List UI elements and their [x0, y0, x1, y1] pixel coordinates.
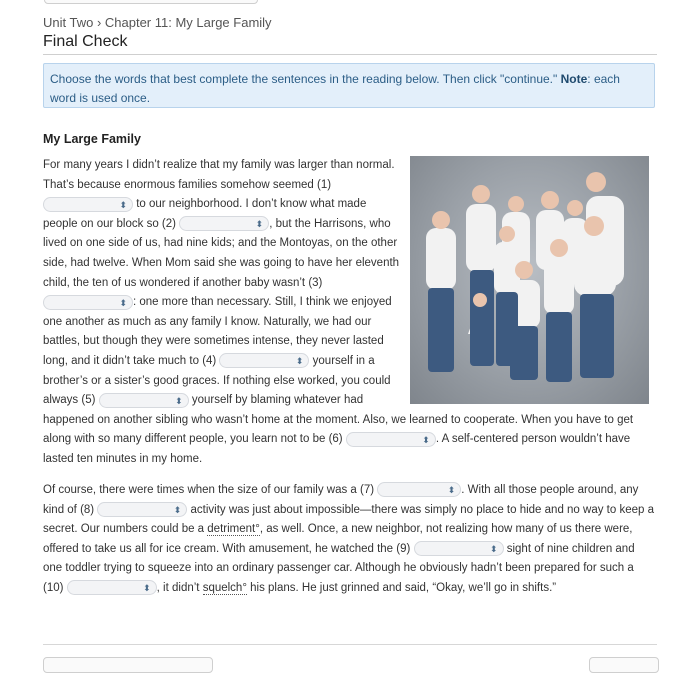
page-title: Final Check	[43, 33, 128, 50]
bottom-right-button[interactable]	[589, 657, 659, 673]
blank-number-7: (7)	[360, 484, 375, 496]
blank-number-8: (8)	[80, 503, 95, 516]
bottom-left-button[interactable]	[43, 657, 213, 673]
chevron-updown-icon: ⬍	[422, 434, 430, 445]
bottom-divider	[43, 644, 657, 645]
dropdown-blank-9[interactable]	[414, 541, 504, 556]
blank-number-9: (9)	[396, 542, 411, 555]
dropdown-blank-2[interactable]	[179, 216, 269, 231]
glossary-word-detriment[interactable]: detriment°	[207, 523, 260, 536]
title-divider	[43, 54, 657, 55]
dropdown-blank-5[interactable]	[99, 393, 189, 408]
chevron-updown-icon: ⬍	[119, 199, 127, 210]
chevron-updown-icon: ⬍	[173, 505, 182, 516]
blank-number-1: (1)	[317, 178, 332, 191]
chevron-updown-icon: ⬍	[255, 219, 264, 230]
top-button-stub[interactable]	[44, 0, 258, 4]
reading-paragraph-1: For many years I didn’t realize that my family was larger than normal. That’s because enormous families somehow seemed (1) ⬍ to our neighborhood. I don’t know what made people on our block so (2) ⬍ , but the Harrisons, who lived on one side of us, had nine kids; and the Montoyas, on the other side, had twelve. When Mom said she was going to have her eleventh child, the ten of us wondered if another baby wasn’t (3) ⬍ : one more than necessary. Still, I think we enjoyed one another as much as any family I know. Naturally, we had our battles, but though they were sometimes intense, they never lasted long, and it didn’t take much to (4) ⬍ yourself in a brother’s or a sister’s good graces. If nothing else worked, you could always (5) ⬍ yourself by blaming whatever had happened on another sibling who wasn’t home at the moment. Also, we learned to cooperate. When you have to get along with so many different people, you learn not to be (6) ⬍ . A self-centered person wouldn’t have lasted ten minutes in my home.	[43, 159, 634, 465]
blank-number-4: (4)	[202, 354, 217, 367]
chevron-updown-icon: ⬍	[119, 297, 127, 308]
chevron-updown-icon: ⬍	[295, 356, 304, 367]
instructions-text: Choose the words that best complete the sentences in the reading below. Then click "continue."	[50, 72, 561, 86]
reading-paragraph-2: Of course, there were times when the size of our family was a (7) ⬍ . With all those people around, any kind of (8) ⬍ activity was just about impossible—there was simply no place to hide and no way to keep a secret. Our numbers could be a detriment°, as well. Once, a new neighbor, not realizing how many of us there were, offered to take us all for ice cream. With amusement, he watched the (9) ⬍ sight of nine children and one toddler trying to squeeze into an ordinary passenger car. Although he obviously hadn’t been prepared for such a (10) ⬍ , it didn’t squelch° his plans. He just grinned and said, “Okay, we’ll go in shifts.”	[43, 484, 654, 594]
reading-title: My Large Family	[43, 132, 141, 146]
dropdown-blank-8[interactable]	[97, 502, 187, 517]
dropdown-blank-4[interactable]	[219, 353, 309, 368]
dropdown-blank-3[interactable]	[43, 295, 133, 310]
dropdown-blank-6[interactable]	[346, 432, 436, 447]
dropdown-blank-10[interactable]	[67, 580, 157, 595]
blank-number-5: (5)	[81, 394, 96, 407]
breadcrumb: Unit Two › Chapter 11: My Large Family	[43, 15, 272, 30]
note-text: : each word is used once.	[50, 72, 620, 105]
blank-number-10: (10)	[43, 581, 64, 594]
chevron-updown-icon: ⬍	[143, 583, 151, 594]
blank-number-6: (6)	[328, 433, 343, 446]
instructions-box	[43, 63, 655, 108]
blank-number-3: (3)	[308, 276, 323, 289]
chevron-updown-icon: ⬍	[447, 485, 456, 496]
dropdown-blank-7[interactable]	[377, 482, 461, 497]
blank-number-2: (2)	[161, 217, 176, 230]
note-label: Note	[560, 72, 588, 86]
chevron-updown-icon: ⬍	[175, 395, 183, 406]
glossary-word-squelch[interactable]: squelch°	[202, 581, 247, 594]
chevron-updown-icon: ⬍	[489, 544, 498, 555]
dropdown-blank-1[interactable]	[43, 197, 133, 212]
